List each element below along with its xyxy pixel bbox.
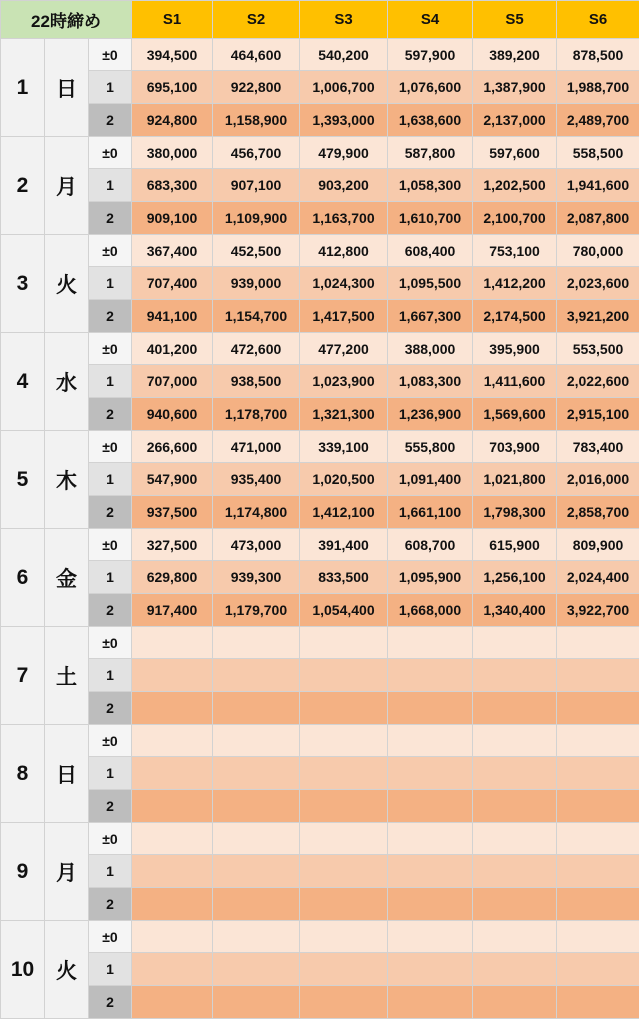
value-cell: 940,600 xyxy=(132,398,213,431)
weekday-label: 水 xyxy=(45,333,89,431)
value-cell: 587,800 xyxy=(388,137,473,169)
row-label: 1 xyxy=(89,757,132,790)
value-cell: 597,900 xyxy=(388,39,473,71)
row-label: 1 xyxy=(89,463,132,496)
value-cell xyxy=(557,888,639,921)
value-cell: 917,400 xyxy=(132,594,213,627)
value-cell xyxy=(473,790,557,823)
value-cell xyxy=(473,725,557,757)
row-label: 1 xyxy=(89,71,132,104)
row-label: ±0 xyxy=(89,39,132,71)
day-number: 10 xyxy=(1,921,45,1019)
value-cell xyxy=(132,953,213,986)
table-row xyxy=(1,823,639,855)
value-cell: 937,500 xyxy=(132,496,213,529)
row-label: 2 xyxy=(89,986,132,1019)
value-cell xyxy=(473,627,557,659)
value-cell xyxy=(132,790,213,823)
row-label: 1 xyxy=(89,953,132,986)
table-row xyxy=(1,300,639,333)
table-row xyxy=(1,365,639,398)
weekday-label: 火 xyxy=(45,921,89,1019)
value-cell: 1,569,600 xyxy=(473,398,557,431)
value-cell xyxy=(213,692,300,725)
day-number: 8 xyxy=(1,725,45,823)
value-cell xyxy=(213,823,300,855)
row-label: ±0 xyxy=(89,529,132,561)
weekday-label: 火 xyxy=(45,235,89,333)
value-cell: 2,858,700 xyxy=(557,496,639,529)
value-cell: 1,021,800 xyxy=(473,463,557,496)
table-row xyxy=(1,169,639,202)
value-cell: 903,200 xyxy=(300,169,388,202)
value-cell: 1,109,900 xyxy=(213,202,300,235)
table-row xyxy=(1,267,639,300)
row-label: 2 xyxy=(89,202,132,235)
value-cell xyxy=(300,888,388,921)
day-number: 1 xyxy=(1,39,45,137)
value-cell: 1,083,300 xyxy=(388,365,473,398)
value-cell: 1,417,500 xyxy=(300,300,388,333)
table-row xyxy=(1,855,639,888)
value-cell: 479,900 xyxy=(300,137,388,169)
table-row xyxy=(1,431,639,463)
value-cell: 1,798,300 xyxy=(473,496,557,529)
value-cell: 938,500 xyxy=(213,365,300,398)
value-cell: 401,200 xyxy=(132,333,213,365)
row-label: 2 xyxy=(89,790,132,823)
row-label: ±0 xyxy=(89,921,132,953)
value-cell: 412,800 xyxy=(300,235,388,267)
value-cell xyxy=(388,627,473,659)
row-label: 1 xyxy=(89,659,132,692)
value-cell: 2,016,000 xyxy=(557,463,639,496)
value-cell xyxy=(557,725,639,757)
row-label: ±0 xyxy=(89,823,132,855)
table-row xyxy=(1,529,639,561)
value-cell: 608,700 xyxy=(388,529,473,561)
value-cell: 1,058,300 xyxy=(388,169,473,202)
value-cell: 1,154,700 xyxy=(213,300,300,333)
table-row xyxy=(1,921,639,953)
value-cell xyxy=(213,855,300,888)
value-cell xyxy=(132,627,213,659)
weekday-label: 月 xyxy=(45,137,89,235)
value-cell xyxy=(388,855,473,888)
value-cell: 266,600 xyxy=(132,431,213,463)
value-cell: 939,300 xyxy=(213,561,300,594)
row-label: 2 xyxy=(89,398,132,431)
column-header-s2: S2 xyxy=(213,1,300,39)
day-number: 7 xyxy=(1,627,45,725)
value-cell: 389,200 xyxy=(473,39,557,71)
value-cell: 707,000 xyxy=(132,365,213,398)
value-cell: 540,200 xyxy=(300,39,388,71)
value-cell: 683,300 xyxy=(132,169,213,202)
value-cell xyxy=(557,757,639,790)
value-cell: 394,500 xyxy=(132,39,213,71)
value-cell: 1,020,500 xyxy=(300,463,388,496)
value-cell xyxy=(300,855,388,888)
value-cell xyxy=(213,659,300,692)
value-cell: 1,340,400 xyxy=(473,594,557,627)
value-cell xyxy=(388,692,473,725)
value-cell xyxy=(300,757,388,790)
value-cell: 452,500 xyxy=(213,235,300,267)
table-row xyxy=(1,986,639,1019)
table-row xyxy=(1,594,639,627)
table-row xyxy=(1,104,639,137)
table-row xyxy=(1,725,639,757)
value-cell xyxy=(213,921,300,953)
table-row xyxy=(1,137,639,169)
value-cell: 2,489,700 xyxy=(557,104,639,137)
value-cell xyxy=(213,986,300,1019)
value-cell: 395,900 xyxy=(473,333,557,365)
value-cell: 878,500 xyxy=(557,39,639,71)
weekday-label: 木 xyxy=(45,431,89,529)
value-cell xyxy=(300,725,388,757)
value-cell: 367,400 xyxy=(132,235,213,267)
value-cell: 2,174,500 xyxy=(473,300,557,333)
value-cell: 753,100 xyxy=(473,235,557,267)
value-cell: 1,158,900 xyxy=(213,104,300,137)
value-cell: 1,941,600 xyxy=(557,169,639,202)
day-number: 9 xyxy=(1,823,45,921)
value-cell: 809,900 xyxy=(557,529,639,561)
value-cell: 939,000 xyxy=(213,267,300,300)
row-label: 2 xyxy=(89,300,132,333)
table-row xyxy=(1,463,639,496)
value-cell xyxy=(213,757,300,790)
day-number: 5 xyxy=(1,431,45,529)
value-cell: 941,100 xyxy=(132,300,213,333)
value-cell: 935,400 xyxy=(213,463,300,496)
weekday-label: 土 xyxy=(45,627,89,725)
value-cell: 1,091,400 xyxy=(388,463,473,496)
value-cell: 1,076,600 xyxy=(388,71,473,104)
value-cell xyxy=(557,790,639,823)
value-cell: 1,178,700 xyxy=(213,398,300,431)
value-cell: 555,800 xyxy=(388,431,473,463)
value-cell: 783,400 xyxy=(557,431,639,463)
table-row xyxy=(1,790,639,823)
value-cell: 473,000 xyxy=(213,529,300,561)
value-cell: 1,256,100 xyxy=(473,561,557,594)
row-label: 2 xyxy=(89,888,132,921)
table-row xyxy=(1,39,639,71)
value-cell xyxy=(473,888,557,921)
value-cell xyxy=(388,790,473,823)
value-cell xyxy=(300,790,388,823)
value-cell: 1,667,300 xyxy=(388,300,473,333)
value-cell: 380,000 xyxy=(132,137,213,169)
day-number: 3 xyxy=(1,235,45,333)
value-cell xyxy=(557,692,639,725)
row-label: ±0 xyxy=(89,431,132,463)
value-cell: 1,610,700 xyxy=(388,202,473,235)
value-cell xyxy=(300,986,388,1019)
value-cell: 924,800 xyxy=(132,104,213,137)
value-cell: 1,174,800 xyxy=(213,496,300,529)
value-cell: 1,412,100 xyxy=(300,496,388,529)
column-header-s3: S3 xyxy=(300,1,388,39)
row-label: 1 xyxy=(89,561,132,594)
value-cell xyxy=(388,921,473,953)
row-label: ±0 xyxy=(89,137,132,169)
value-cell: 703,900 xyxy=(473,431,557,463)
value-cell: 1,006,700 xyxy=(300,71,388,104)
table-row xyxy=(1,496,639,529)
day-number: 2 xyxy=(1,137,45,235)
value-cell: 1,387,900 xyxy=(473,71,557,104)
value-cell: 780,000 xyxy=(557,235,639,267)
value-cell xyxy=(300,921,388,953)
value-cell: 558,500 xyxy=(557,137,639,169)
value-cell: 2,087,800 xyxy=(557,202,639,235)
value-cell: 707,400 xyxy=(132,267,213,300)
value-cell: 909,100 xyxy=(132,202,213,235)
row-label: 2 xyxy=(89,496,132,529)
value-cell xyxy=(300,659,388,692)
value-cell xyxy=(132,855,213,888)
table-row xyxy=(1,202,639,235)
value-cell xyxy=(388,659,473,692)
row-label: 1 xyxy=(89,267,132,300)
value-cell xyxy=(388,888,473,921)
table-row xyxy=(1,71,639,104)
value-cell xyxy=(132,692,213,725)
table-row xyxy=(1,953,639,986)
value-cell: 2,100,700 xyxy=(473,202,557,235)
value-cell: 2,137,000 xyxy=(473,104,557,137)
day-number: 6 xyxy=(1,529,45,627)
value-cell: 547,900 xyxy=(132,463,213,496)
value-cell xyxy=(213,725,300,757)
value-cell: 1,638,600 xyxy=(388,104,473,137)
value-cell xyxy=(473,986,557,1019)
value-cell xyxy=(557,627,639,659)
table-row xyxy=(1,561,639,594)
value-cell: 1,988,700 xyxy=(557,71,639,104)
value-cell xyxy=(473,659,557,692)
value-cell: 2,915,100 xyxy=(557,398,639,431)
column-header-s4: S4 xyxy=(388,1,473,39)
value-cell xyxy=(132,757,213,790)
value-cell: 1,095,500 xyxy=(388,267,473,300)
value-cell xyxy=(388,953,473,986)
table-row xyxy=(1,398,639,431)
value-cell xyxy=(213,888,300,921)
table-row xyxy=(1,235,639,267)
value-cell xyxy=(473,855,557,888)
column-header-s5: S5 xyxy=(473,1,557,39)
column-header-s1: S1 xyxy=(132,1,213,39)
corner-label: 22時締め xyxy=(1,1,132,39)
value-cell: 472,600 xyxy=(213,333,300,365)
day-number: 4 xyxy=(1,333,45,431)
value-cell: 608,400 xyxy=(388,235,473,267)
value-cell xyxy=(132,659,213,692)
value-cell xyxy=(388,725,473,757)
value-cell xyxy=(557,921,639,953)
table-row xyxy=(1,659,639,692)
value-cell: 695,100 xyxy=(132,71,213,104)
value-cell: 1,393,000 xyxy=(300,104,388,137)
value-cell: 1,054,400 xyxy=(300,594,388,627)
value-cell: 2,024,400 xyxy=(557,561,639,594)
table-body xyxy=(1,39,639,1019)
row-label: ±0 xyxy=(89,725,132,757)
value-cell xyxy=(473,921,557,953)
value-cell: 833,500 xyxy=(300,561,388,594)
value-cell xyxy=(388,757,473,790)
value-cell: 2,023,600 xyxy=(557,267,639,300)
value-cell: 1,668,000 xyxy=(388,594,473,627)
value-cell: 327,500 xyxy=(132,529,213,561)
value-cell xyxy=(473,757,557,790)
table-row xyxy=(1,692,639,725)
value-cell: 471,000 xyxy=(213,431,300,463)
value-cell: 339,100 xyxy=(300,431,388,463)
value-cell xyxy=(300,627,388,659)
value-cell: 1,321,300 xyxy=(300,398,388,431)
value-cell xyxy=(132,888,213,921)
value-cell xyxy=(388,986,473,1019)
value-cell xyxy=(213,627,300,659)
value-cell: 1,163,700 xyxy=(300,202,388,235)
value-cell xyxy=(213,953,300,986)
value-cell: 1,411,600 xyxy=(473,365,557,398)
column-header-s6: S6 xyxy=(557,1,639,39)
row-label: 2 xyxy=(89,104,132,137)
value-cell xyxy=(132,823,213,855)
row-label: ±0 xyxy=(89,235,132,267)
value-cell xyxy=(557,823,639,855)
value-cell: 391,400 xyxy=(300,529,388,561)
weekday-label: 月 xyxy=(45,823,89,921)
value-cell: 477,200 xyxy=(300,333,388,365)
value-cell xyxy=(213,790,300,823)
value-cell xyxy=(557,953,639,986)
table-row xyxy=(1,627,639,659)
row-label: 1 xyxy=(89,855,132,888)
value-cell xyxy=(388,823,473,855)
value-cell xyxy=(557,659,639,692)
value-cell: 1,095,900 xyxy=(388,561,473,594)
value-cell: 456,700 xyxy=(213,137,300,169)
value-cell: 1,179,700 xyxy=(213,594,300,627)
value-cell: 1,412,200 xyxy=(473,267,557,300)
value-cell xyxy=(132,986,213,1019)
value-cell: 2,022,600 xyxy=(557,365,639,398)
table-row xyxy=(1,757,639,790)
row-label: 1 xyxy=(89,365,132,398)
value-cell: 629,800 xyxy=(132,561,213,594)
value-cell xyxy=(132,725,213,757)
row-label: 2 xyxy=(89,692,132,725)
value-cell: 553,500 xyxy=(557,333,639,365)
value-cell: 615,900 xyxy=(473,529,557,561)
weekday-label: 日 xyxy=(45,39,89,137)
value-cell xyxy=(557,855,639,888)
value-cell: 388,000 xyxy=(388,333,473,365)
value-cell: 3,922,700 xyxy=(557,594,639,627)
value-cell xyxy=(473,953,557,986)
weekday-label: 日 xyxy=(45,725,89,823)
value-cell xyxy=(300,953,388,986)
value-cell xyxy=(300,692,388,725)
value-cell: 597,600 xyxy=(473,137,557,169)
row-label: 2 xyxy=(89,594,132,627)
value-cell: 907,100 xyxy=(213,169,300,202)
header-row xyxy=(1,1,639,39)
value-cell: 1,661,100 xyxy=(388,496,473,529)
weekday-label: 金 xyxy=(45,529,89,627)
value-cell: 1,023,900 xyxy=(300,365,388,398)
value-cell: 1,236,900 xyxy=(388,398,473,431)
row-label: ±0 xyxy=(89,333,132,365)
value-cell xyxy=(132,921,213,953)
value-cell xyxy=(473,823,557,855)
value-cell xyxy=(557,986,639,1019)
row-label: 1 xyxy=(89,169,132,202)
row-label: ±0 xyxy=(89,627,132,659)
value-cell: 464,600 xyxy=(213,39,300,71)
value-cell: 1,024,300 xyxy=(300,267,388,300)
table-row xyxy=(1,888,639,921)
value-cell xyxy=(300,823,388,855)
value-cell xyxy=(473,692,557,725)
value-cell: 3,921,200 xyxy=(557,300,639,333)
value-cell: 922,800 xyxy=(213,71,300,104)
value-cell: 1,202,500 xyxy=(473,169,557,202)
table-row xyxy=(1,333,639,365)
